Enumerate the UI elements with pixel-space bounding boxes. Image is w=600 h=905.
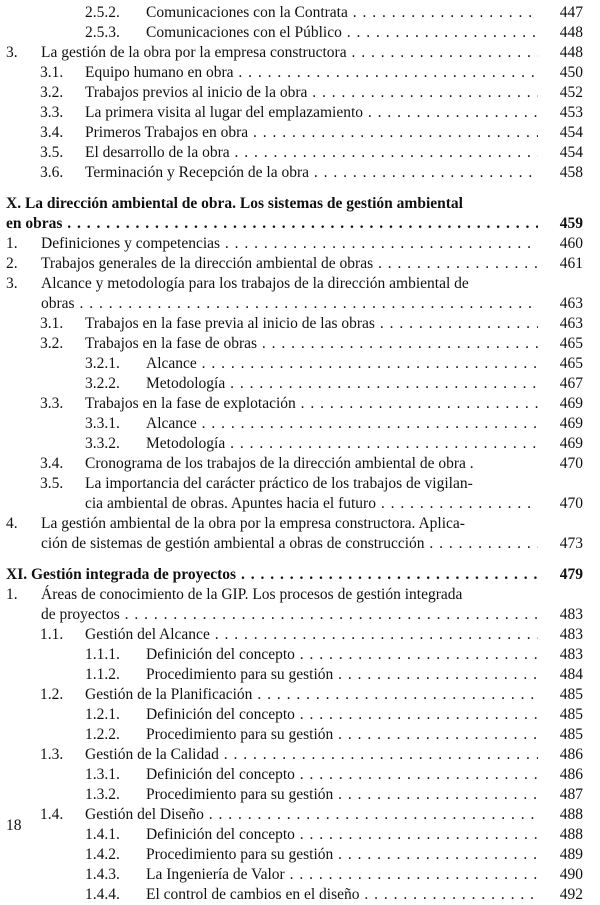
toc-entry-number: 3.2. (40, 84, 64, 101)
toc-entry-number: 3.3.2. (85, 435, 120, 452)
toc-page-number: 448 (559, 44, 583, 61)
toc-page-number: 463 (559, 295, 583, 312)
toc-entry-number: 2.5.3. (85, 24, 120, 41)
toc-entry (0, 845, 600, 865)
toc-entry-number: 4. (6, 515, 18, 532)
toc-line (0, 3, 600, 23)
toc-entry (0, 785, 600, 805)
toc-entry-title: Trabajos generales de la dirección ambiental de obras . . . (41, 254, 538, 274)
toc-entry (0, 825, 600, 845)
toc-page-number: 459 (559, 215, 583, 232)
toc-entry-number: 3.4. (40, 455, 64, 472)
toc-entry-title: Gestión de la Calidad . . . (85, 745, 538, 765)
toc-entry-title: Procedimiento para su gestión . . . (146, 725, 538, 745)
toc-entry (0, 354, 600, 374)
toc-entry-title: Definición del concepto . . . (146, 825, 538, 845)
toc-entry-number: 1.4. (40, 806, 64, 823)
toc-line (0, 825, 600, 845)
toc-page-number: 450 (559, 64, 583, 81)
toc-entry-title: Trabajos previos al inicio de la obra . . . (85, 83, 538, 103)
toc-line (0, 454, 600, 474)
toc-page-number: 483 (559, 606, 583, 623)
toc-line (0, 845, 600, 865)
toc-entry (0, 334, 600, 354)
toc-entry (0, 585, 600, 625)
toc-line (0, 254, 600, 274)
toc-line (0, 354, 600, 374)
toc-entry (0, 254, 600, 274)
toc-entry-title: Gestión del Alcance . . . (85, 625, 538, 645)
toc-page-number: 465 (559, 335, 583, 352)
toc-entry-title: cia ambiental de obras. Apuntes hacia el futuro . . . (85, 494, 538, 514)
toc-page-number: 488 (559, 806, 583, 823)
toc-line (0, 885, 600, 905)
toc-page-number: 470 (559, 495, 583, 512)
toc-page-number: 486 (559, 746, 583, 763)
toc-page-number: 463 (559, 315, 583, 332)
toc-entry-number: 1.1. (40, 626, 64, 643)
toc-entry-title: Alcance y metodología para los trabajos de la dirección ambiental de (41, 275, 469, 292)
toc-entry-number: 1.3.1. (85, 766, 120, 783)
toc-entry-number: 1.2.2. (85, 726, 120, 743)
toc-entry-title: Trabajos en la fase de explotación . . . (85, 394, 538, 414)
toc-entry (0, 745, 600, 765)
toc-entry (0, 885, 600, 905)
toc-line (0, 725, 600, 745)
toc-line (0, 394, 600, 414)
toc-entry (0, 414, 600, 434)
toc-entry (0, 645, 600, 665)
toc-entry (0, 43, 600, 63)
toc-entry (0, 805, 600, 825)
toc-line (0, 23, 600, 43)
toc-entry-title: Trabajos en la fase de obras . . . (85, 334, 538, 354)
toc-entry-title: Áreas de conocimiento de la GIP. Los procesos de gestión integrada (41, 586, 463, 603)
toc-entry-title: Alcance . . . (146, 354, 538, 374)
toc-page-number: 448 (559, 24, 583, 41)
toc-entry-number: 3. (6, 275, 18, 292)
toc-line (0, 434, 600, 454)
toc-entry-number: 3.3. (40, 395, 64, 412)
toc-entry-number: 1.4.3. (85, 866, 120, 883)
toc-page-number: 465 (559, 355, 583, 372)
toc-line (0, 645, 600, 665)
toc-entry-number: 2.5.2. (85, 4, 120, 21)
toc-entry-title: X. La dirección ambiental de obra. Los sistemas de gestión ambiental (6, 195, 463, 212)
toc-entry-number: 1.1.2. (85, 666, 120, 683)
toc-page-number: 467 (559, 375, 583, 392)
toc-line (0, 123, 600, 143)
toc-entry (0, 725, 600, 745)
toc-entry (0, 625, 600, 645)
toc-entry (0, 123, 600, 143)
page-number: 18 (6, 817, 22, 834)
toc-line (0, 625, 600, 645)
toc-line (0, 374, 600, 394)
toc-entry-title: Cronograma de los trabajos de la dirección ambiental de obra . (85, 455, 474, 472)
toc-line (0, 745, 600, 765)
toc-entry-number: 2. (6, 255, 18, 272)
toc-page-number: 470 (559, 455, 583, 472)
toc-entry-title: Definiciones y competencias . . . (41, 234, 538, 254)
toc-entry-title: Gestión del Diseño . . . (85, 805, 538, 825)
toc-page-number: 483 (559, 646, 583, 663)
toc-page-number: 483 (559, 626, 583, 643)
toc-entry-number: 1.1.1. (85, 646, 120, 663)
toc-entry-title: en obras . . . (6, 214, 538, 234)
toc-line (0, 274, 600, 294)
toc-line (0, 143, 600, 163)
toc-entry-title: ción de sistemas de gestión ambiental a obras de construcción . . . (41, 534, 538, 554)
toc-entry-number: 3.2.1. (85, 355, 120, 372)
toc-line (0, 865, 600, 885)
toc-line (0, 534, 600, 554)
toc-entry-number: 3.1. (40, 315, 64, 332)
toc-line (0, 785, 600, 805)
toc-entry-number: 1.2.1. (85, 706, 120, 723)
toc-line (0, 63, 600, 83)
toc-page-number: 469 (559, 395, 583, 412)
toc-entry-title: Gestión de la Planificación . . . (85, 685, 538, 705)
toc-entry (0, 23, 600, 43)
toc-entry-number: 3.3. (40, 104, 64, 121)
toc-page-number: 485 (559, 686, 583, 703)
toc-entry-title: Metodología . . . (146, 434, 538, 454)
toc-entry-title: Procedimiento para su gestión . . . (146, 845, 538, 865)
toc-page-number: 460 (559, 235, 583, 252)
toc-chapter (0, 565, 600, 585)
toc-line (0, 665, 600, 685)
toc-line (0, 685, 600, 705)
toc-entry-number: 3.1. (40, 64, 64, 81)
toc-page-number: 488 (559, 826, 583, 843)
toc-entry (0, 865, 600, 885)
toc-page-number: 453 (559, 104, 583, 121)
toc-page-number: 492 (559, 886, 583, 903)
toc-entry (0, 143, 600, 163)
toc-entry-title: Comunicaciones con la Contrata . . . (146, 3, 538, 23)
toc-entry-number: 3.5. (40, 475, 64, 492)
toc-entry-title: XI. Gestión integrada de proyectos . . . (6, 565, 538, 585)
toc-entry-title: Procedimiento para su gestión . . . (146, 785, 538, 805)
toc-entry-number: 1.3. (40, 746, 64, 763)
toc-line (0, 234, 600, 254)
toc-entry-title: de proyectos . . . (41, 605, 538, 625)
toc-entry-title: Definición del concepto . . . (146, 645, 538, 665)
toc-page-number: 454 (559, 144, 583, 161)
toc-entry-number: 1. (6, 235, 18, 252)
toc-page-number: 489 (559, 846, 583, 863)
toc-entry-number: 3.3.1. (85, 415, 120, 432)
toc-entry (0, 514, 600, 554)
toc-page-number: 484 (559, 666, 583, 683)
toc-line (0, 765, 600, 785)
toc-entry-title: Comunicaciones con el Público . . . (146, 23, 538, 43)
toc-entry-title: El control de cambios en el diseño . . . (146, 885, 538, 905)
toc-entry (0, 83, 600, 103)
toc-entry-number: 1.4.4. (85, 886, 120, 903)
toc-line (0, 194, 600, 214)
toc-entry-number: 3.4. (40, 124, 64, 141)
toc-entry-number: 3.2. (40, 335, 64, 352)
toc-page-number: 479 (559, 566, 583, 583)
toc-entry-title: obras . . . (41, 294, 538, 314)
toc-page-number: 487 (559, 786, 583, 803)
toc-line (0, 705, 600, 725)
toc-entry (0, 374, 600, 394)
toc-entry-title: Equipo humano en obra . . . (85, 63, 538, 83)
toc-line (0, 334, 600, 354)
toc-entry-title: Definición del concepto . . . (146, 765, 538, 785)
toc-entry (0, 705, 600, 725)
toc-entry-title: El desarrollo de la obra . . . (85, 143, 538, 163)
toc-page-number: 458 (559, 164, 583, 181)
toc-line (0, 494, 600, 514)
toc-entry-title: La primera visita al lugar del emplazamiento . . . (85, 103, 538, 123)
toc-line (0, 214, 600, 234)
toc-entry-number: 3.5. (40, 144, 64, 161)
toc-page-number: 447 (559, 4, 583, 21)
toc-entry-number: 3.2.2. (85, 375, 120, 392)
toc-page-number: 485 (559, 726, 583, 743)
toc-line (0, 805, 600, 825)
toc-entry-title: La importancia del carácter práctico de los trabajos de vigilan- (85, 475, 473, 492)
toc-entry-number: 3. (6, 44, 18, 61)
toc-entry-number: 3.6. (40, 164, 64, 181)
toc-entry-number: 1.3.2. (85, 786, 120, 803)
toc-line (0, 83, 600, 103)
toc-page-number: 473 (559, 535, 583, 552)
toc-entry (0, 3, 600, 23)
toc-entry (0, 665, 600, 685)
toc-entry-title: Definición del concepto . . . (146, 705, 538, 725)
toc-line (0, 474, 600, 494)
toc-entry-title: Trabajos en la fase previa al inicio de las obras . . . (85, 314, 538, 334)
toc-line (0, 514, 600, 534)
toc-page-number: 461 (559, 255, 583, 272)
toc-entry (0, 454, 600, 474)
toc-entry (0, 434, 600, 454)
toc-entry-title: Alcance . . . (146, 414, 538, 434)
toc-entry (0, 765, 600, 785)
toc-entry (0, 163, 600, 183)
toc-page-number: 469 (559, 435, 583, 452)
toc-entry (0, 685, 600, 705)
toc-page-number: 490 (559, 866, 583, 883)
toc-line (0, 605, 600, 625)
toc-line (0, 314, 600, 334)
toc-entry-title: La gestión ambiental de la obra por la empresa constructora. Aplica- (41, 515, 465, 532)
toc-page-number: 486 (559, 766, 583, 783)
toc-page-number: 454 (559, 124, 583, 141)
toc-entry (0, 394, 600, 414)
toc-entry-title: Metodología . . . (146, 374, 538, 394)
toc-page-number: 452 (559, 84, 583, 101)
toc-chapter (0, 194, 600, 234)
toc-page-number: 469 (559, 415, 583, 432)
toc-entry (0, 103, 600, 123)
toc-entry-number: 1.2. (40, 686, 64, 703)
toc-line (0, 565, 600, 585)
table-of-contents (0, 3, 600, 905)
toc-entry-number: 1.4.2. (85, 846, 120, 863)
toc-entry-title: Terminación y Recepción de la obra . . . (85, 163, 538, 183)
toc-line (0, 585, 600, 605)
toc-entry-title: Procedimiento para su gestión . . . (146, 665, 538, 685)
toc-line (0, 294, 600, 314)
toc-entry-number: 1. (6, 586, 18, 603)
toc-page-number: 485 (559, 706, 583, 723)
toc-line (0, 43, 600, 63)
toc-entry-title: La gestión de la obra por la empresa constructora . . . (41, 43, 538, 63)
toc-entry (0, 234, 600, 254)
toc-entry-title: La Ingeniería de Valor . . . (146, 865, 538, 885)
toc-entry (0, 63, 600, 83)
toc-entry (0, 474, 600, 514)
toc-entry (0, 274, 600, 314)
toc-entry-title: Primeros Trabajos en obra . . . (85, 123, 538, 143)
toc-line (0, 163, 600, 183)
toc-line (0, 414, 600, 434)
toc-line (0, 103, 600, 123)
toc-entry (0, 314, 600, 334)
toc-entry-number: 1.4.1. (85, 826, 120, 843)
